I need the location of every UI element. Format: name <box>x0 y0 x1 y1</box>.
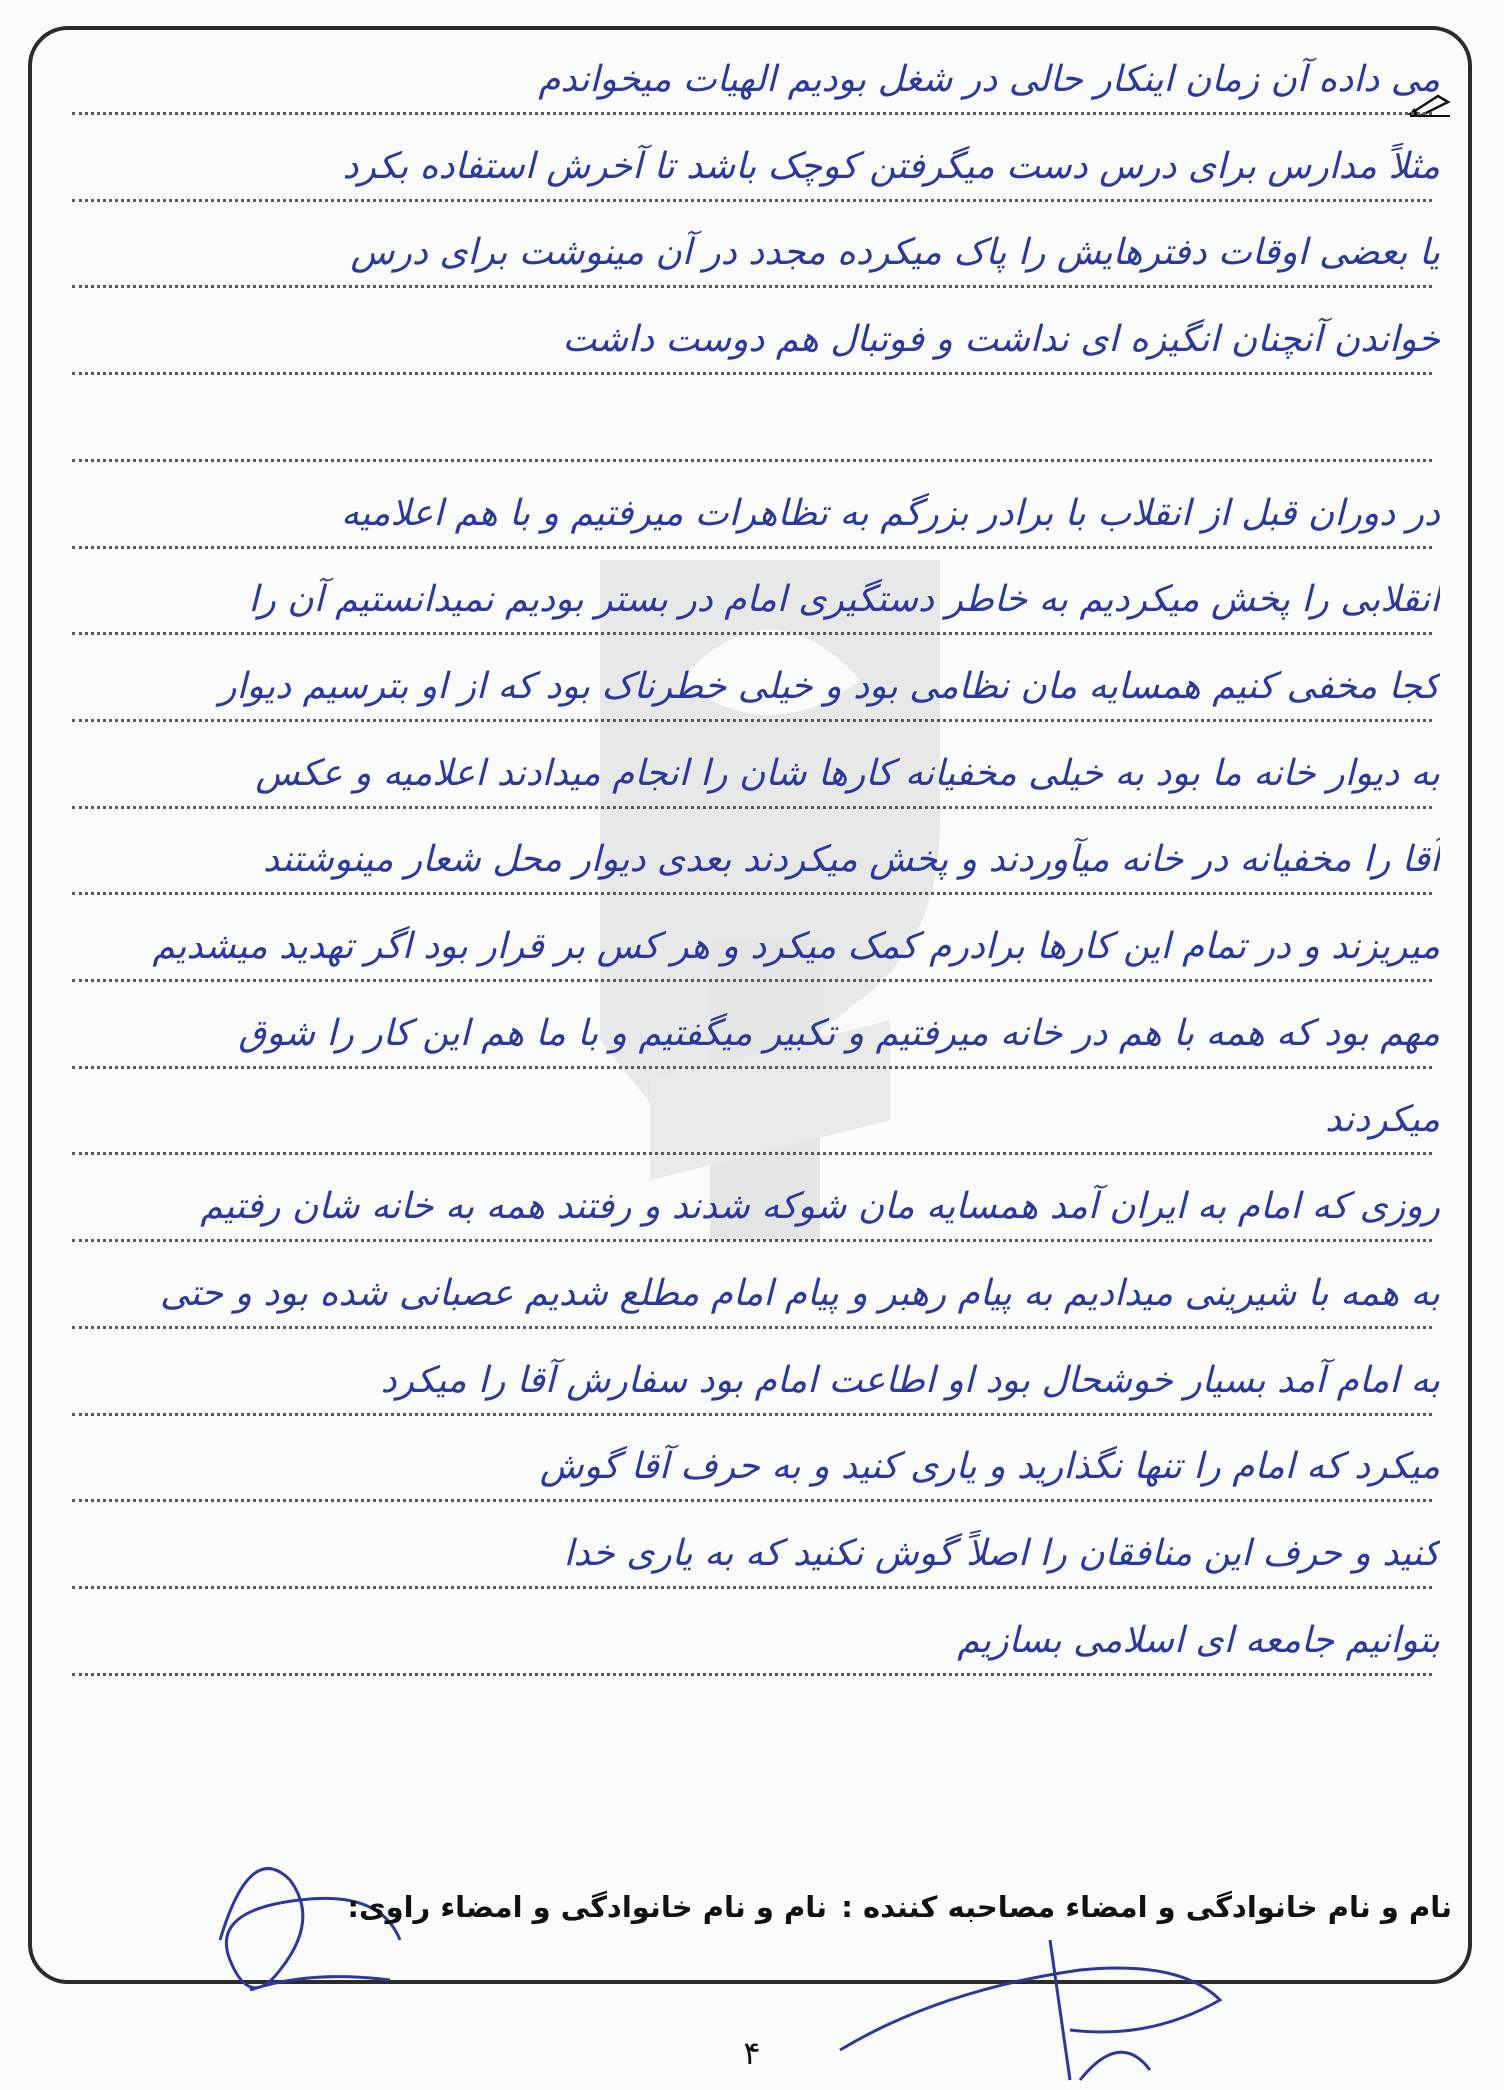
ruled-line <box>72 1413 1432 1416</box>
handwritten-line: میکردند <box>1325 1099 1440 1141</box>
interviewer-signature-label: نام و نام خانوادگی و امضاء مصاحبه کننده : <box>841 1890 1452 1924</box>
handwritten-line: انقلابی را پخش میکردیم به خاطر دستگیری امام در بستر بودیم نمیدانستیم آن را <box>248 579 1440 621</box>
ruled-line <box>72 1066 1432 1069</box>
handwritten-line: در دوران قبل از انقلاب با برادر بزرگم به تظاهرات میرفتیم و با هم اعلامیه <box>340 492 1440 534</box>
ruled-line <box>72 112 1432 115</box>
handwritten-line: آقا را مخفیانه در خانه میآوردند و پخش میکردند بعدی دیوار محل شعار مینوشتند <box>263 839 1440 881</box>
handwritten-line: به دیوار خانه ما بود به خیلی مخفیانه کارها شان را انجام میدادند اعلامیه و عکس <box>255 752 1440 794</box>
handwriting-area <box>72 0 1440 1900</box>
ruled-line <box>72 1586 1432 1589</box>
ruled-line <box>72 546 1432 549</box>
ruled-line <box>72 459 1432 462</box>
ruled-line <box>72 632 1432 635</box>
handwritten-line: بتوانیم جامعه ای اسلامی بسازیم <box>957 1619 1440 1661</box>
handwritten-line: کجا مخفی کنیم همسایه مان نظامی بود و خیلی خطرناک بود که از او بترسیم دیوار <box>219 665 1440 707</box>
ruled-line <box>72 1239 1432 1242</box>
handwritten-line: به امام آمد بسیار خوشحال بود او اطاعت امام بود سفارش آقا را میکرد <box>380 1359 1440 1401</box>
handwritten-line: کنید و حرف این منافقان را اصلاً گوش نکنید که به یاری خدا <box>563 1532 1440 1574</box>
ruled-line <box>72 1326 1432 1329</box>
ruled-line <box>72 806 1432 809</box>
handwritten-line: مهم بود که همه با هم در خانه میرفتیم و تکبیر میگفتیم و با ما هم این کار را شوق <box>238 1012 1440 1054</box>
ruled-line <box>72 199 1432 202</box>
ruled-line <box>72 372 1432 375</box>
page-number: ۴ <box>743 2034 761 2072</box>
handwritten-line: خواندن آنچنان انگیزه ای نداشت و فوتبال هم دوست داشت <box>562 319 1440 361</box>
ruled-line <box>72 892 1432 895</box>
ruled-line <box>72 1673 1432 1676</box>
signature-footer <box>72 1890 1452 1950</box>
handwritten-line: می داده آن زمان اینکار حالی در شغل بودیم الهیات میخواندم <box>538 59 1440 100</box>
handwritten-line: میریزند و در تمام این کارها برادرم کمک میکرد و هر کس بر قرار بود اگر تهدید میشدیم <box>152 926 1440 967</box>
handwritten-line: میکرد که امام را تنها نگذارید و یاری کنید و به حرف آقا گوش <box>539 1446 1440 1488</box>
handwritten-line: مثلاً مدارس برای درس دست میگرفتن کوچک باشد تا آخرش استفاده بکرد <box>342 145 1440 187</box>
ruled-line <box>72 285 1432 288</box>
narrator-signature-label: نام و نام خانوادگی و امضاء راوی: <box>347 1890 827 1924</box>
ruled-line <box>72 719 1432 722</box>
handwritten-line: روزی که امام به ایران آمد همسایه مان شوکه شدند و رفتند همه به خانه شان رفتیم <box>200 1186 1440 1228</box>
ruled-line <box>72 979 1432 982</box>
handwritten-line: به همه با شیرینی میدادیم به پیام رهبر و پیام امام مطلع شدیم عصبانی شده بود و حتی <box>160 1272 1440 1314</box>
ruled-line <box>72 1152 1432 1155</box>
handwritten-line: یا بعضی اوقات دفترهایش را پاک میکرده مجدد در آن مینوشت برای درس <box>350 232 1440 274</box>
ruled-line <box>72 1499 1432 1502</box>
